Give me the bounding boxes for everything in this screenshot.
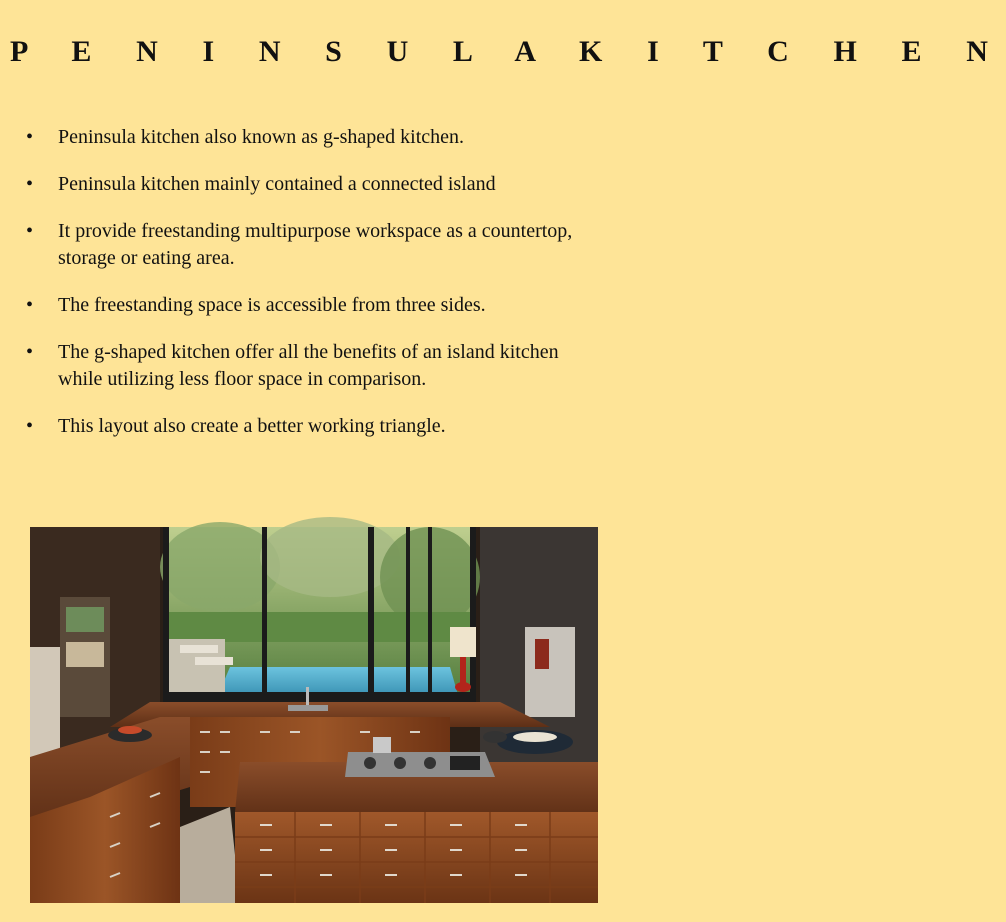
bullet-text: The g-shaped kitchen offer all the benefits of an island kitchen while utilizing less floor space in comparison.: [58, 341, 559, 390]
kitchen-photo: [30, 527, 598, 903]
bullet-symbol: •: [26, 341, 34, 363]
bullet-item: [26, 339, 606, 393]
pot: [373, 737, 391, 753]
bullet-item: [26, 171, 606, 198]
bullet-symbol: •: [26, 173, 34, 195]
cooktop: [345, 752, 495, 777]
bullet-list: [26, 124, 606, 460]
bullet-symbol: •: [26, 220, 34, 242]
bullet-symbol: •: [26, 126, 34, 148]
right-shelf: [525, 627, 575, 717]
bullet-item: [26, 292, 606, 319]
bullet-item: [26, 124, 606, 151]
window-view: [160, 517, 480, 705]
slide-title: P E N I N S U L A K I T C H E N: [10, 35, 1006, 68]
bullet-text: Peninsula kitchen mainly contained a connected island: [58, 173, 496, 195]
bullet-symbol: •: [26, 294, 34, 316]
bullet-text: The freestanding space is accessible from three sides.: [58, 294, 486, 316]
bullet-text: It provide freestanding multipurpose workspace as a countertop, storage or eating area.: [58, 220, 573, 269]
bullet-text: Peninsula kitchen also known as g-shaped kitchen.: [58, 126, 465, 148]
kitchen-illustration: [30, 527, 598, 903]
bullet-symbol: •: [26, 415, 34, 437]
peninsula-cabinets: [235, 812, 598, 903]
bullet-item: [26, 218, 606, 272]
bullet-item: [26, 413, 606, 440]
sink: [288, 705, 328, 711]
bullet-text: This layout also create a better working triangle.: [58, 415, 446, 437]
